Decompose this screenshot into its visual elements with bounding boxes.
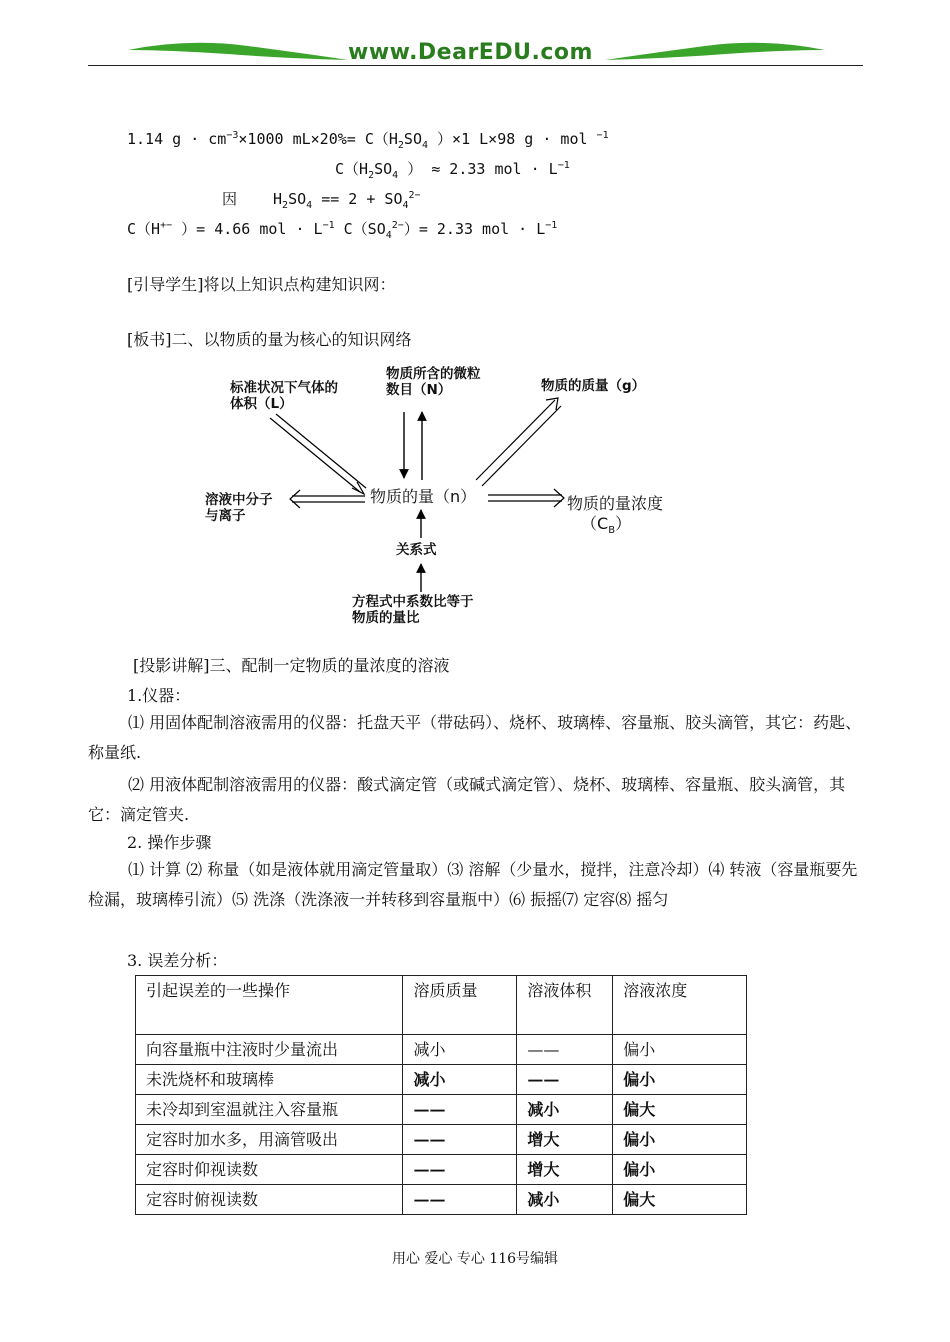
table-cell: 向容量瓶中注液时少量流出 bbox=[136, 1035, 403, 1065]
table-header-cell: 溶液浓度 bbox=[613, 976, 747, 1035]
section3-title: [投影讲解]三、配制一定物质的量浓度的溶液 bbox=[133, 656, 450, 675]
table-cell: 定容时仰视读数 bbox=[136, 1155, 403, 1185]
table-header-row bbox=[136, 976, 747, 1035]
table-cell: 增大 bbox=[517, 1155, 613, 1185]
node-gas-volume: 标准状况下气体的 体积（L） bbox=[230, 380, 338, 412]
error-analysis-table bbox=[135, 975, 747, 1215]
arrow-center-concentration bbox=[488, 489, 564, 507]
node-center-amount: 物质的量（n） bbox=[370, 487, 477, 506]
table-cell: 未洗烧杯和玻璃棒 bbox=[136, 1065, 403, 1095]
steps-text: ⑴ 计算 ⑵ 称量（如是液体就用滴定管量取）⑶ 溶解（少量水，搅拌，注意冷却）⑷ 转液（容量瓶要先检漏，玻璃棒引流）⑸ 洗涤（洗涤液一并转移到容量瓶中）⑹ 振摇⑺ 定容⑻ 摇匀 bbox=[88, 860, 858, 909]
node-mass: 物质的质量（g） bbox=[541, 378, 646, 394]
table-cell: 定容时加水多，用滴管吸出 bbox=[136, 1125, 403, 1155]
node-equation: 方程式中系数比等于 物质的量比 bbox=[352, 594, 474, 626]
page-footer: 用心 爱心 专心 116号编辑 bbox=[391, 1251, 559, 1267]
site-logo: www.DearEDU.com bbox=[348, 40, 593, 65]
table-cell: —— bbox=[403, 1185, 517, 1215]
table-header-cell: 引起误差的一些操作 bbox=[136, 976, 403, 1035]
table-row bbox=[136, 1155, 747, 1185]
table-cell: 偏大 bbox=[613, 1185, 747, 1215]
table-row bbox=[136, 1095, 747, 1125]
calc-line-4: C（H+− ）= 4.66 mol · $L^{-1}$ $C(SO_4^{2-})= 2.33$ mol · $L^{-1}$ bbox=[127, 220, 558, 241]
table-cell: 偏小 bbox=[613, 1125, 747, 1155]
table-cell: —— bbox=[517, 1065, 613, 1095]
instrument-liquid: ⑵ 用液体配制溶液需用的仪器：酸式滴定管（或碱式滴定管）、烧杯、玻璃棒、容量瓶、胶头滴管，其它：滴定管夹. bbox=[88, 775, 846, 824]
node-particle-count: 物质所含的微粒 数目（N） bbox=[386, 366, 481, 398]
table-cell: —— bbox=[403, 1155, 517, 1185]
steps-title: 2. 操作步骤 bbox=[127, 833, 212, 852]
calc-line-3: 因 $H_2SO_4 == 2 + SO_4^{2-}$ bbox=[222, 190, 421, 211]
table-row bbox=[136, 1065, 747, 1095]
table-row bbox=[136, 1125, 747, 1155]
calc-line-1: 1.14 $g \cdot cm^{-3}\times 1000$ $mL\times 20\%= C(H_2SO_4$ ）×1 L×98 g · mol $^{-1}$ bbox=[127, 130, 609, 151]
arrow-particles-center bbox=[404, 412, 422, 480]
table-header-cell: 溶液体积 bbox=[517, 976, 613, 1035]
error-title: 3. 误差分析： bbox=[127, 951, 228, 970]
table-cell: 减小 bbox=[403, 1065, 517, 1095]
calc-line-2: $C(H_2SO_4$ ） ≈ 2.33 mol · $L^{-1}$ bbox=[335, 160, 570, 181]
node-relation: 关系式 bbox=[396, 542, 437, 558]
board-heading: [板书]二、以物质的量为核心的知识网络 bbox=[127, 330, 412, 349]
table-cell: 偏小 bbox=[613, 1155, 747, 1185]
table-row bbox=[136, 1035, 747, 1065]
instruments-title: 1.仪器： bbox=[127, 686, 191, 705]
node-concentration: 物质的量浓度 $(C_B)$ bbox=[567, 494, 664, 537]
table-cell: 减小 bbox=[517, 1185, 613, 1215]
table-cell: 偏小 bbox=[613, 1065, 747, 1095]
table-row bbox=[136, 1185, 747, 1215]
table-cell: —— bbox=[517, 1035, 613, 1065]
table-cell: 减小 bbox=[403, 1035, 517, 1065]
table-cell: 未冷却到室温就注入容量瓶 bbox=[136, 1095, 403, 1125]
table-cell: 增大 bbox=[517, 1125, 613, 1155]
table-cell: —— bbox=[403, 1125, 517, 1155]
table-header-cell: 溶质质量 bbox=[403, 976, 517, 1035]
table-cell: —— bbox=[403, 1095, 517, 1125]
table-cell: 偏大 bbox=[613, 1095, 747, 1125]
guide-text: [引导学生]将以上知识点构建知识网： bbox=[127, 275, 396, 294]
arrow-mass-center bbox=[476, 398, 561, 486]
table-cell: 偏小 bbox=[613, 1035, 747, 1065]
instrument-solid: ⑴ 用固体配制溶液需用的仪器：托盘天平（带砝码）、烧杯、玻璃棒、容量瓶、胶头滴管，其它：药匙、称量纸. bbox=[88, 713, 862, 762]
arrow-gas-center bbox=[270, 414, 366, 494]
table-cell: 定容时俯视读数 bbox=[136, 1185, 403, 1215]
table-cell: 减小 bbox=[517, 1095, 613, 1125]
node-solution-particles: 溶液中分子 与离子 bbox=[205, 492, 273, 524]
arrow-center-solution bbox=[290, 490, 365, 508]
